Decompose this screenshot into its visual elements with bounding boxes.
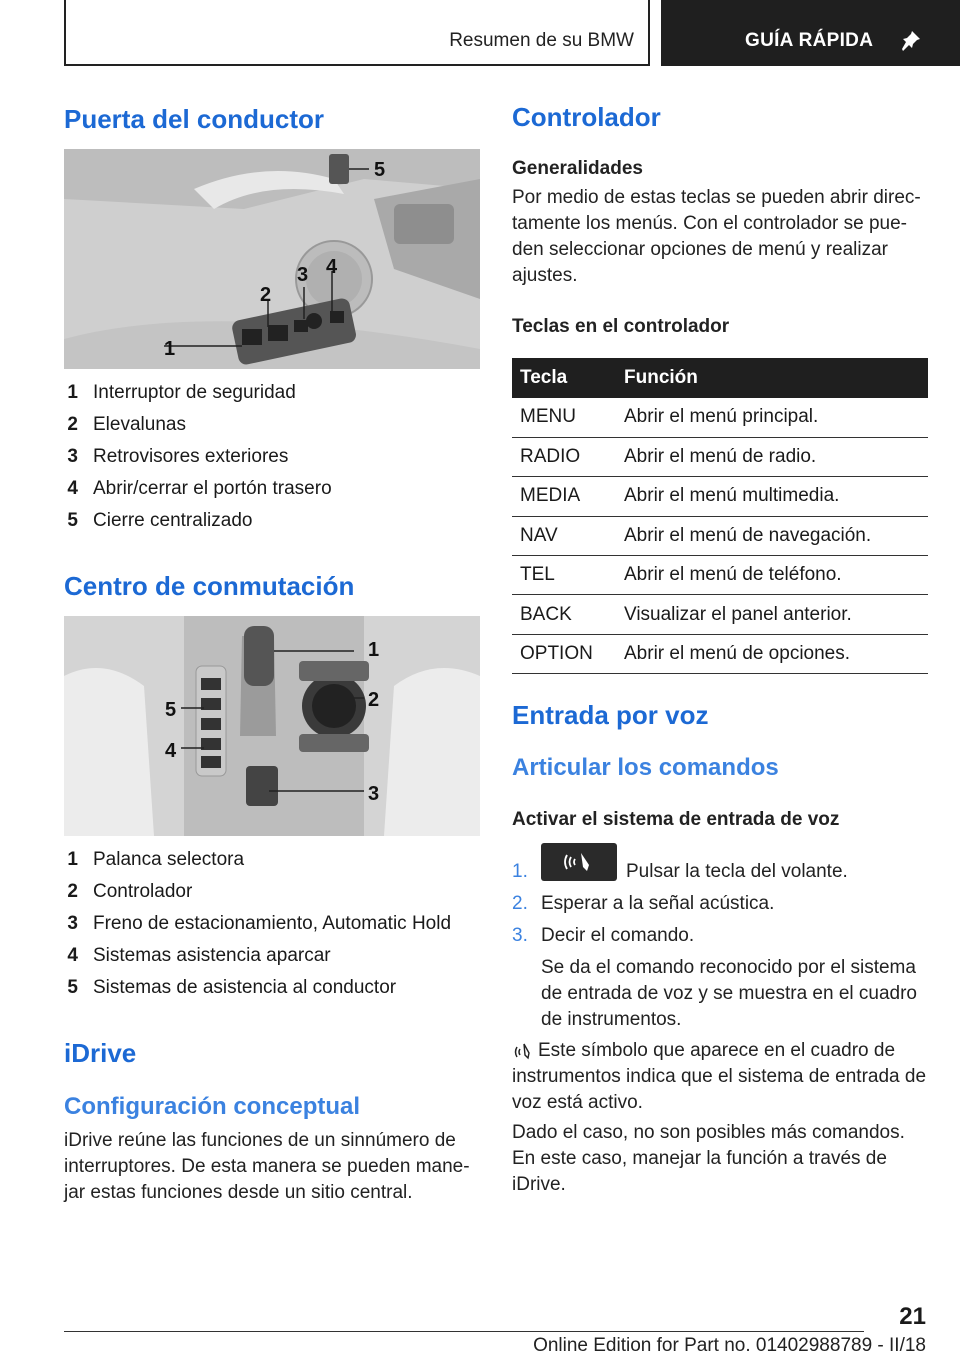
final-paragraph [512, 1120, 932, 1198]
legend-number: 2 [67, 414, 78, 435]
key-cell: NAV [512, 516, 616, 555]
column-header-function: Función [616, 358, 928, 398]
console-callout-5: 5 [165, 699, 177, 721]
door-legend [64, 382, 484, 542]
general-paragraph [512, 185, 932, 289]
console-callout-1: 1 [368, 639, 380, 661]
step-text: Decir el comando. [541, 925, 695, 946]
paragraph-line: interruptores. De esta manera se pueden mane‐ [64, 1156, 470, 1177]
function-cell: Abrir el menú de teléfono. [616, 556, 928, 595]
list-item [64, 945, 484, 977]
legend-text: Sistemas asistencia aparcar [93, 945, 331, 966]
step-3 [512, 925, 932, 951]
footer-divider [64, 1331, 864, 1332]
idrive-title: iDrive [64, 1038, 137, 1068]
door-title: Puerta del conductor [64, 104, 325, 134]
pin-icon [899, 28, 923, 52]
step-2 [512, 893, 932, 919]
paragraph-line: Se da el comando reconocido por el sistema [541, 957, 916, 978]
controller-keys-table [512, 358, 928, 674]
legend-text: Palanca selectora [93, 849, 245, 870]
function-cell: Abrir el menú multimedia. [616, 477, 928, 516]
footer-edition: Online Edition for Part no. 01402988789 - II/18 [533, 1335, 926, 1356]
step-number: 2. [512, 893, 528, 914]
paragraph-line: iDrive reúne las funciones de un sinnúmero de [64, 1130, 456, 1151]
paragraph-line: iDrive. [512, 1174, 566, 1195]
door-photo [64, 149, 480, 369]
legend-text: Cierre centralizado [93, 510, 253, 531]
function-cell: Abrir el menú de radio. [616, 437, 928, 476]
console-callout-4: 4 [165, 740, 177, 762]
key-cell: MENU [512, 398, 616, 437]
paragraph-line: Por medio de estas teclas se pueden abrir direc‐ [512, 187, 921, 208]
key-cell: BACK [512, 595, 616, 634]
list-item [64, 881, 484, 913]
page-number: 21 [899, 1303, 926, 1330]
table-row [512, 477, 928, 516]
step-3-detail [541, 955, 931, 1033]
table-row [512, 556, 928, 595]
step-text: Pulsar la tecla del volante. [626, 861, 848, 882]
legend-text: Abrir/cerrar el portón trasero [93, 478, 332, 499]
console-title: Centro de conmutación [64, 571, 355, 601]
header-guide-box [661, 0, 960, 66]
door-callout-3: 3 [297, 264, 309, 286]
step-1 [512, 861, 932, 887]
key-cell: MEDIA [512, 477, 616, 516]
console-legend [64, 849, 484, 1009]
activate-heading: Activar el sistema de entrada de voz [512, 809, 840, 830]
console-photo [64, 616, 480, 836]
header-section-title: Resumen de su BMW [449, 30, 634, 51]
legend-number: 3 [67, 446, 78, 467]
paragraph-line: En este caso, manejar la función a través de [512, 1148, 887, 1169]
console-callout-3: 3 [368, 783, 380, 805]
paragraph-line: de instrumentos. [541, 1009, 682, 1030]
door-callout-4: 4 [326, 256, 338, 278]
controller-title: Controlador [512, 102, 661, 132]
step-text: Esperar a la señal acústica. [541, 893, 775, 914]
list-item [64, 849, 484, 881]
step-number: 1. [512, 861, 528, 882]
legend-number: 3 [67, 913, 78, 934]
column-header-key: Tecla [512, 358, 616, 398]
key-cell: TEL [512, 556, 616, 595]
key-cell: RADIO [512, 437, 616, 476]
legend-text: Sistemas de asistencia al conductor [93, 977, 397, 998]
paragraph-line: voz está activo. [512, 1092, 643, 1113]
paragraph-line: ajustes. [512, 265, 578, 286]
header-section-box [64, 0, 650, 66]
header-guide-title: GUÍA RÁPIDA [745, 30, 874, 51]
function-cell: Abrir el menú de navegación. [616, 516, 928, 555]
door-callout-2: 2 [260, 284, 272, 306]
paragraph-line: instrumentos indica que el sistema de entrada de [512, 1066, 927, 1087]
paragraph-line: Dado el caso, no son posibles más comandos. [512, 1122, 905, 1143]
keys-heading: Teclas en el controlador [512, 316, 730, 337]
paragraph-line: de entrada de voz y se muestra en el cuadro [541, 983, 918, 1004]
paragraph-line: den seleccionar opciones de menú y realizar [512, 239, 888, 260]
console-callout-2: 2 [368, 689, 380, 711]
voice-title: Entrada por voz [512, 700, 709, 730]
list-item [64, 414, 484, 446]
function-cell: Abrir el menú principal. [616, 398, 928, 437]
table-header-row [512, 358, 928, 398]
door-callout-1: 1 [164, 338, 176, 360]
legend-text: Freno de estacionamiento, Automatic Hold [93, 913, 452, 934]
legend-number: 4 [67, 945, 78, 966]
legend-number: 4 [67, 478, 78, 499]
list-item [64, 446, 484, 478]
table-row [512, 516, 928, 555]
idrive-paragraph [64, 1128, 480, 1206]
legend-number: 1 [67, 382, 78, 403]
voice-symbol-icon [512, 1041, 532, 1061]
symbol-text: Este símbolo que aparece en el cuadro de [538, 1040, 896, 1061]
table-row [512, 398, 928, 437]
legend-text: Controlador [93, 881, 193, 902]
paragraph-line [512, 1038, 932, 1064]
legend-text: Interruptor de seguridad [93, 382, 296, 403]
paragraph-line: jar estas funciones desde un sitio central. [64, 1182, 413, 1203]
table-row [512, 634, 928, 673]
voice-button-icon [541, 843, 617, 881]
legend-number: 5 [67, 977, 78, 998]
list-item [64, 382, 484, 414]
door-callout-5: 5 [374, 159, 386, 181]
symbol-paragraph [512, 1038, 932, 1116]
legend-number: 2 [67, 881, 78, 902]
key-cell: OPTION [512, 634, 616, 673]
list-item [64, 510, 484, 542]
table-row [512, 437, 928, 476]
paragraph-line: tamente los menús. Con el controlador se pue‐ [512, 213, 907, 234]
legend-number: 1 [67, 849, 78, 870]
legend-text: Retrovisores exteriores [93, 446, 289, 467]
idrive-subtitle: Configuración conceptual [64, 1093, 361, 1120]
function-cell: Visualizar el panel anterior. [616, 595, 928, 634]
list-item [64, 913, 484, 945]
legend-text: Elevalunas [93, 414, 186, 435]
step-number: 3. [512, 925, 528, 946]
list-item [64, 977, 484, 1009]
table-row [512, 595, 928, 634]
list-item [64, 478, 484, 510]
general-heading: Generalidades [512, 158, 643, 179]
legend-number: 5 [67, 510, 78, 531]
voice-subtitle: Articular los comandos [512, 754, 779, 781]
function-cell: Abrir el menú de opciones. [616, 634, 928, 673]
